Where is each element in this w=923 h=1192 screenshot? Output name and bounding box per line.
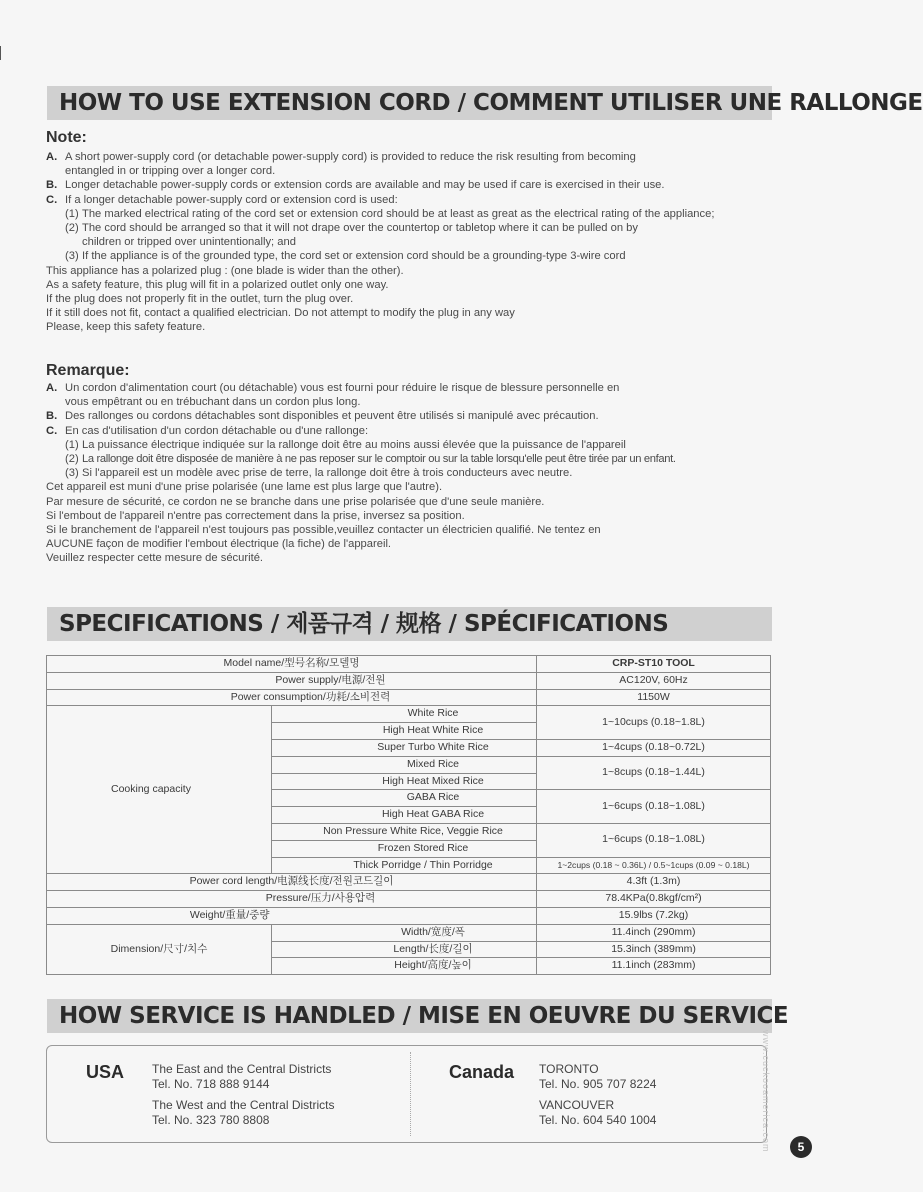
menu-gaba-rice: GABA Rice xyxy=(272,790,537,807)
spec-row-pressure xyxy=(47,891,771,908)
spec-row-menu-0 xyxy=(47,706,771,723)
note-sub-2-label: (2) xyxy=(65,222,79,235)
length-value: 15.3inch (389mm) xyxy=(537,941,771,958)
remarque-sub-1-label: (1) xyxy=(65,438,79,451)
remarque-sub-2 xyxy=(46,452,776,466)
page-edge-mark xyxy=(0,46,1,60)
note-sub-2-cont: children or tripped over unintentionally; and xyxy=(82,236,296,249)
remarque-c-label: C. xyxy=(46,424,58,437)
remarque-polarized-5: AUCUNE façon de modifier l'embout électrique (la fiche) de l'appareil. xyxy=(46,538,392,551)
note-polarized-1: This appliance has a polarized plug : (one blade is wider than the other). xyxy=(46,264,404,277)
remarque-item-a xyxy=(46,381,776,395)
spec-row-model xyxy=(47,656,771,673)
menu-frozen-stored-rice: Frozen Stored Rice xyxy=(272,840,537,857)
remarque-sub-2-text: La rallonge doit être disposée de manière à ne pas reposer sur le comptoir ou sur la table lorsqu'elle peut être tirée par un enfant. xyxy=(82,453,676,466)
capacity-porridge: 1~2cups (0.18 ~ 0.36L) / 0.5~1cups (0.09 ~ 0.18L) xyxy=(537,857,771,874)
remarque-item-b xyxy=(46,409,776,423)
remarque-polarized-1: Cet appareil est muni d'une prise polarisée (une lame est plus large que l'autre). xyxy=(46,481,443,494)
remarque-a-label: A. xyxy=(46,382,58,394)
height-label: Height/高度/높이 xyxy=(272,958,537,975)
note-sub-3 xyxy=(46,249,776,263)
specifications-table xyxy=(46,655,771,975)
note-item-c xyxy=(46,193,776,207)
note-polarized-3: If the plug does not properly fit in the outlet, turn the plug over. xyxy=(46,293,354,306)
toronto-tel: Tel. No. 905 707 8224 xyxy=(539,1077,657,1091)
remarque-body xyxy=(46,381,776,566)
remarque-polarized-6: Veuillez respecter cette mesure de sécurité. xyxy=(46,552,264,565)
note-sub-1-label: (1) xyxy=(65,207,79,220)
usa-west-tel: Tel. No. 323 780 8808 xyxy=(152,1113,270,1127)
note-b-label: B. xyxy=(46,179,58,192)
pressure-label: Pressure/压力/사용압력 xyxy=(47,891,537,908)
remarque-sub-3-label: (3) xyxy=(65,467,79,480)
remarque-sub-2-label: (2) xyxy=(65,453,79,466)
remarque-sub-3-text: Si l'appareil est un modèle avec prise de terre, la rallonge doit être à trois conducteurs avec neutre. xyxy=(82,467,573,480)
remarque-sub-1 xyxy=(46,438,776,452)
consumption-value: 1150W xyxy=(537,689,771,706)
menu-non-pressure: Non Pressure White Rice, Veggie Rice xyxy=(272,823,537,840)
country-usa: USA xyxy=(86,1062,125,1082)
note-c-label: C. xyxy=(46,193,58,206)
cooking-capacity-label: Cooking capacity xyxy=(47,706,272,874)
capacity-mixed-rice: 1~8cups (0.18~1.44L) xyxy=(537,756,771,790)
spec-row-width xyxy=(47,924,771,941)
note-title: Note: xyxy=(46,129,87,146)
usa-contacts xyxy=(152,1062,335,1128)
note-a-line2: entangled in or tripping over a longer cord. xyxy=(65,165,276,178)
note-item-a xyxy=(46,150,776,164)
cord-length-value: 4.3ft (1.3m) xyxy=(537,874,771,891)
remarque-a-line1: Un cordon d'alimentation court (ou détachable) vous est fourni pour réduire le risque de blessure personnelle en xyxy=(65,382,620,394)
page-number: 5 xyxy=(790,1136,812,1158)
note-polarized-2: As a safety feature, this plug will fit in a polarized outlet only one way. xyxy=(46,278,389,291)
supply-label: Power supply/电源/전원 xyxy=(47,672,537,689)
remarque-polarized-3: Si l'embout de l'appareil n'entre pas correctement dans la prise, inversez sa position. xyxy=(46,509,465,522)
menu-high-heat-mixed-rice: High Heat Mixed Rice xyxy=(272,773,537,790)
supply-value: AC120V, 60Hz xyxy=(537,672,771,689)
toronto-title: TORONTO xyxy=(539,1062,599,1076)
height-value: 11.1inch (283mm) xyxy=(537,958,771,975)
capacity-white-rice: 1~10cups (0.18~1.8L) xyxy=(537,706,771,740)
remarque-a-line2: vous empêtrant ou en trébuchant dans un cordon plus long. xyxy=(65,396,361,409)
note-sub-3-label: (3) xyxy=(65,250,79,263)
menu-porridge: Thick Porridge / Thin Porridge xyxy=(272,857,537,874)
width-value: 11.4inch (290mm) xyxy=(537,924,771,941)
remarque-polarized-2: Par mesure de sécurité, ce cordon ne se branche dans une prise polarisée que d'une seule manière. xyxy=(46,495,545,508)
note-sub-3-text: If the appliance is of the grounded type, the cord set or extension cord should be a grounding-type 3-wire cord xyxy=(82,250,626,263)
capacity-gaba-rice: 1~6cups (0.18~1.08L) xyxy=(537,790,771,824)
specifications-header: SPECIFICATIONS / 제품규격 / 规格 / SPÉCIFICATIONS xyxy=(47,607,772,641)
remarque-c-line1: En cas d'utilisation d'un cordon détachable ou d'une rallonge: xyxy=(65,424,369,437)
menu-super-turbo-white-rice: Super Turbo White Rice xyxy=(272,739,537,756)
note-a-label: A. xyxy=(46,151,58,163)
note-sub-1 xyxy=(46,207,776,221)
cord-length-label: Power cord length/电源线长度/전원코드길이 xyxy=(47,874,537,891)
canada-contacts xyxy=(539,1062,656,1128)
vancouver-title: VANCOUVER xyxy=(539,1098,615,1112)
note-sub-1-text: The marked electrical rating of the cord set or extension cord should be at least as great as the electrical rating of the appliance; xyxy=(82,207,715,220)
usa-east-tel: Tel. No. 718 888 9144 xyxy=(152,1077,270,1091)
capacity-super-turbo: 1~4cups (0.18~0.72L) xyxy=(537,739,771,756)
spec-row-consumption xyxy=(47,689,771,706)
service-divider xyxy=(410,1052,411,1136)
remarque-item-c xyxy=(46,424,776,438)
service-header: HOW SERVICE IS HANDLED / MISE EN OEUVRE DU SERVICE xyxy=(47,999,772,1033)
remarque-polarized-4: Si le branchement de l'appareil n'est toujours pas possible,veuillez contacter un électricien qualifié. Ne tentez en xyxy=(46,524,601,537)
note-polarized-5: Please, keep this safety feature. xyxy=(46,321,206,334)
vancouver-tel: Tel. No. 604 540 1004 xyxy=(539,1113,657,1127)
note-c-line1: If a longer detachable power-supply cord or extension cord is used: xyxy=(65,193,398,206)
note-a-line1: A short power-supply cord (or detachable power-supply cord) is provided to reduce the risk resulting from becoming xyxy=(65,151,636,163)
capacity-non-pressure: 1~6cups (0.18~1.08L) xyxy=(537,823,771,857)
note-sub-2-text: The cord should be arranged so that it will not drape over the countertop or tabletop where it can be pulled on by xyxy=(82,222,638,235)
weight-label: Weight/重量/중량 xyxy=(47,907,272,924)
remarque-title: Remarque: xyxy=(46,362,130,379)
spec-row-supply xyxy=(47,672,771,689)
width-label: Width/宽度/폭 xyxy=(272,924,537,941)
menu-mixed-rice: Mixed Rice xyxy=(272,756,537,773)
note-polarized-4: If it still does not fit, contact a qualified electrician. Do not attempt to modify the plug in any way xyxy=(46,307,515,320)
dimension-label: Dimension/尺寸/치수 xyxy=(47,924,272,974)
remarque-b-line1: Des rallonges ou cordons détachables sont disponibles et peuvent être utilisés si manipulé avec précaution. xyxy=(65,410,599,423)
extension-cord-header: HOW TO USE EXTENSION CORD / COMMENT UTILISER UNE RALLONGE xyxy=(47,86,772,120)
model-value: CRP-ST10 TOOL xyxy=(537,656,771,673)
consumption-label: Power consumption/功耗/소비전력 xyxy=(47,689,537,706)
length-label: Length/长度/길이 xyxy=(272,941,537,958)
usa-west-title: The West and the Central Districts xyxy=(152,1098,335,1112)
spec-row-weight xyxy=(47,907,771,924)
note-item-b xyxy=(46,178,776,192)
country-canada: Canada xyxy=(449,1062,515,1082)
usa-east-title: The East and the Central Districts xyxy=(152,1062,332,1076)
spec-row-cord xyxy=(47,874,771,891)
weight-spacer xyxy=(272,907,537,924)
menu-white-rice: White Rice xyxy=(272,706,537,723)
remarque-b-label: B. xyxy=(46,410,58,423)
note-b-line1: Longer detachable power-supply cords or extension cords are available and may be used if care is exercised in their use. xyxy=(65,179,665,192)
note-sub-2 xyxy=(46,221,776,235)
pressure-value: 78.4KPa(0.8kgf/cm²) xyxy=(537,891,771,908)
website-watermark: www.cuckooamerica.com xyxy=(761,1030,771,1153)
model-label: Model name/型号名称/모델명 xyxy=(47,656,537,673)
menu-high-heat-gaba-rice: High Heat GABA Rice xyxy=(272,807,537,824)
remarque-sub-3 xyxy=(46,466,776,480)
weight-value: 15.9lbs (7.2kg) xyxy=(537,907,771,924)
note-body xyxy=(46,150,776,335)
menu-high-heat-white-rice: High Heat White Rice xyxy=(272,723,537,740)
remarque-sub-1-text: La puissance électrique indiquée sur la rallonge doit être au moins aussi élevée que la puissance de l'appareil xyxy=(82,438,626,451)
